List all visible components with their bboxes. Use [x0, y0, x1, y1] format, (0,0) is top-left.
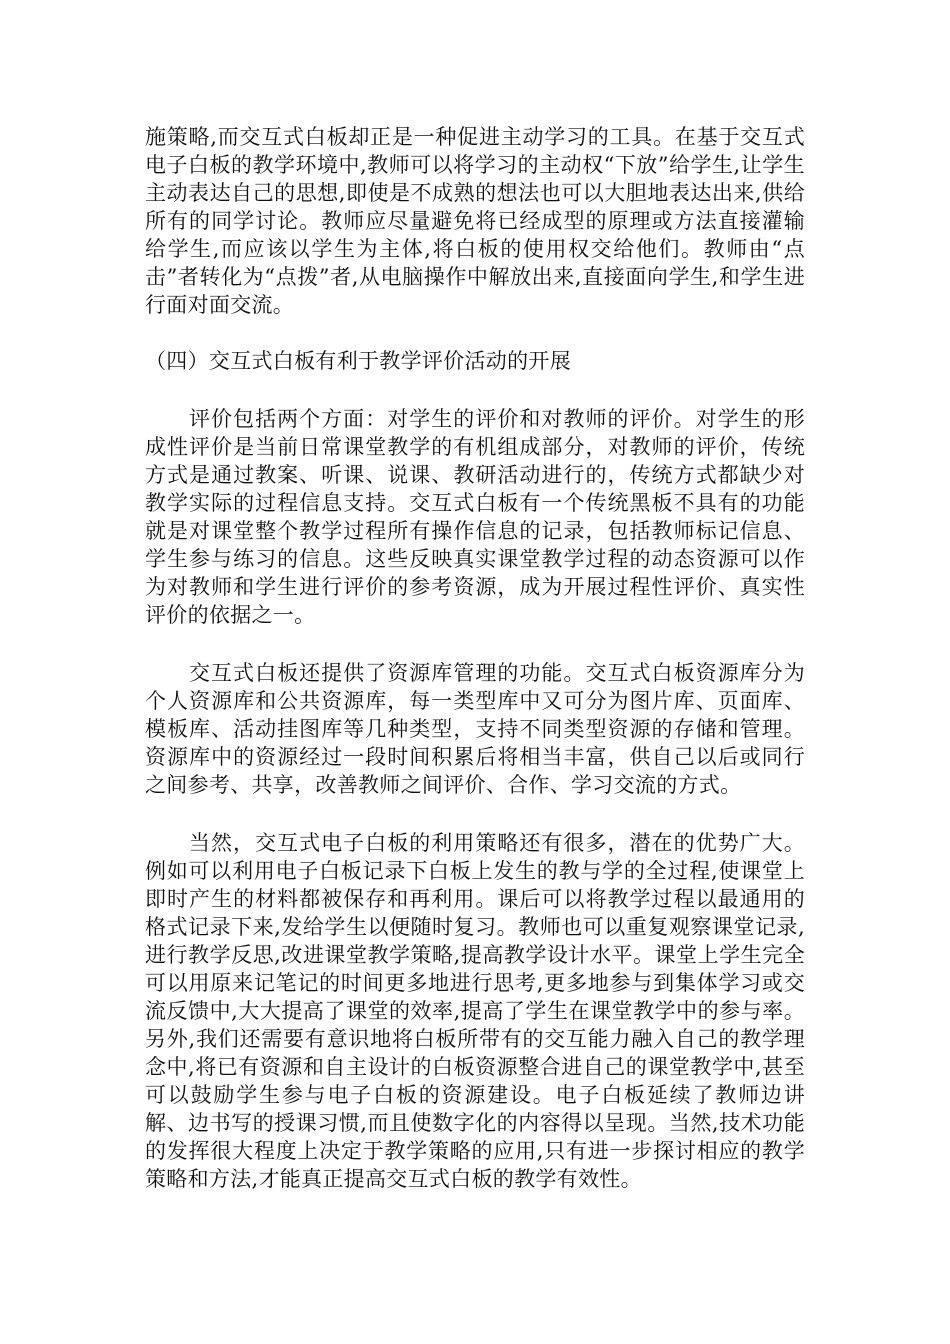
- paragraph-evaluation: 评价包括两个方面：对学生的评价和对教师的评价。对学生的形成性评价是当前日常课堂教学的有机组成部分，对教师的评价，传统方式是通过教案、听课、说课、教研活动进行的，传统方式都缺少对教学实际的过程信息支持。交互式白板有一个传统黑板不具有的功能就是对课堂整个教学过程所有操作信息的记录，包括教师标记信息、学生参与练习的信息。这些反映真实课堂教学过程的动态资源可以作为对教师和学生进行评价的参考资源，成为开展过程性评价、真实性评价的依据之一。: [145, 407, 805, 627]
- paragraph-continuation: 施策略,而交互式白板却正是一种促进主动学习的工具。在基于交互式电子白板的教学环境中,教师可以将学习的主动权“下放”给学生,让学生主动表达自己的思想,即使是不成熟的想法也可以大胆地表达出来,供给所有的同学讨论。教师应尽量避免将已经成型的原理或方法直接灌输给学生,而应该以学生为主体,将白板的使用权交给他们。教师由“点击”者转化为“点拨”者,从电脑操作中解放出来,直接面向学生,和学生进行面对面交流。: [145, 125, 805, 317]
- section-heading: （四）交互式白板有利于教学评价活动的开展: [145, 349, 571, 373]
- paragraph-resource-library: 交互式白板还提供了资源库管理的功能。交互式白板资源库分为个人资源库和公共资源库，每一类型库中又可分为图片库、页面库、模板库、活动挂图库等几种类型，支持不同类型资源的存储和管理。资源库中的资源经过一段时间积累后将相当丰富，供自己以后或同行之间参考、共享，改善教师之间评价、合作、学习交流的方式。: [145, 661, 805, 797]
- paragraph-strategies: 当然，交互式电子白板的利用策略还有很多，潜在的优势广大。例如可以利用电子白板记录下白板上发生的教与学的全过程,使课堂上即时产生的材料都被保存和再利用。课后可以将教学过程以最通用的格式记录下来,发给学生以便随时复习。教师也可以重复观察课堂记录,进行教学反思,改进课堂教学策略,提高教学设计水平。课堂上学生完全可以用原来记笔记的时间更多地进行思考,更多地参与到集体学习或交流反馈中,大大提高了课堂的效率,提高了学生在课堂教学中的参与率。另外,我们还需要有意识地将白板所带有的交互能力融入自己的教学理念中,将已有资源和自主设计的白板资源整合进自己的课堂教学中,甚至可以鼓励学生参与电子白板的资源建设。电子白板延续了教师边讲解、边书写的授课习惯,而且使数字化的内容得以呈现。当然,技术功能的发挥很大程度上决定于教学策略的应用,只有进一步探讨相应的教学策略和方法,才能真正提高交互式白板的教学有效性。: [145, 831, 805, 1191]
- document-body: [145, 123, 805, 1223]
